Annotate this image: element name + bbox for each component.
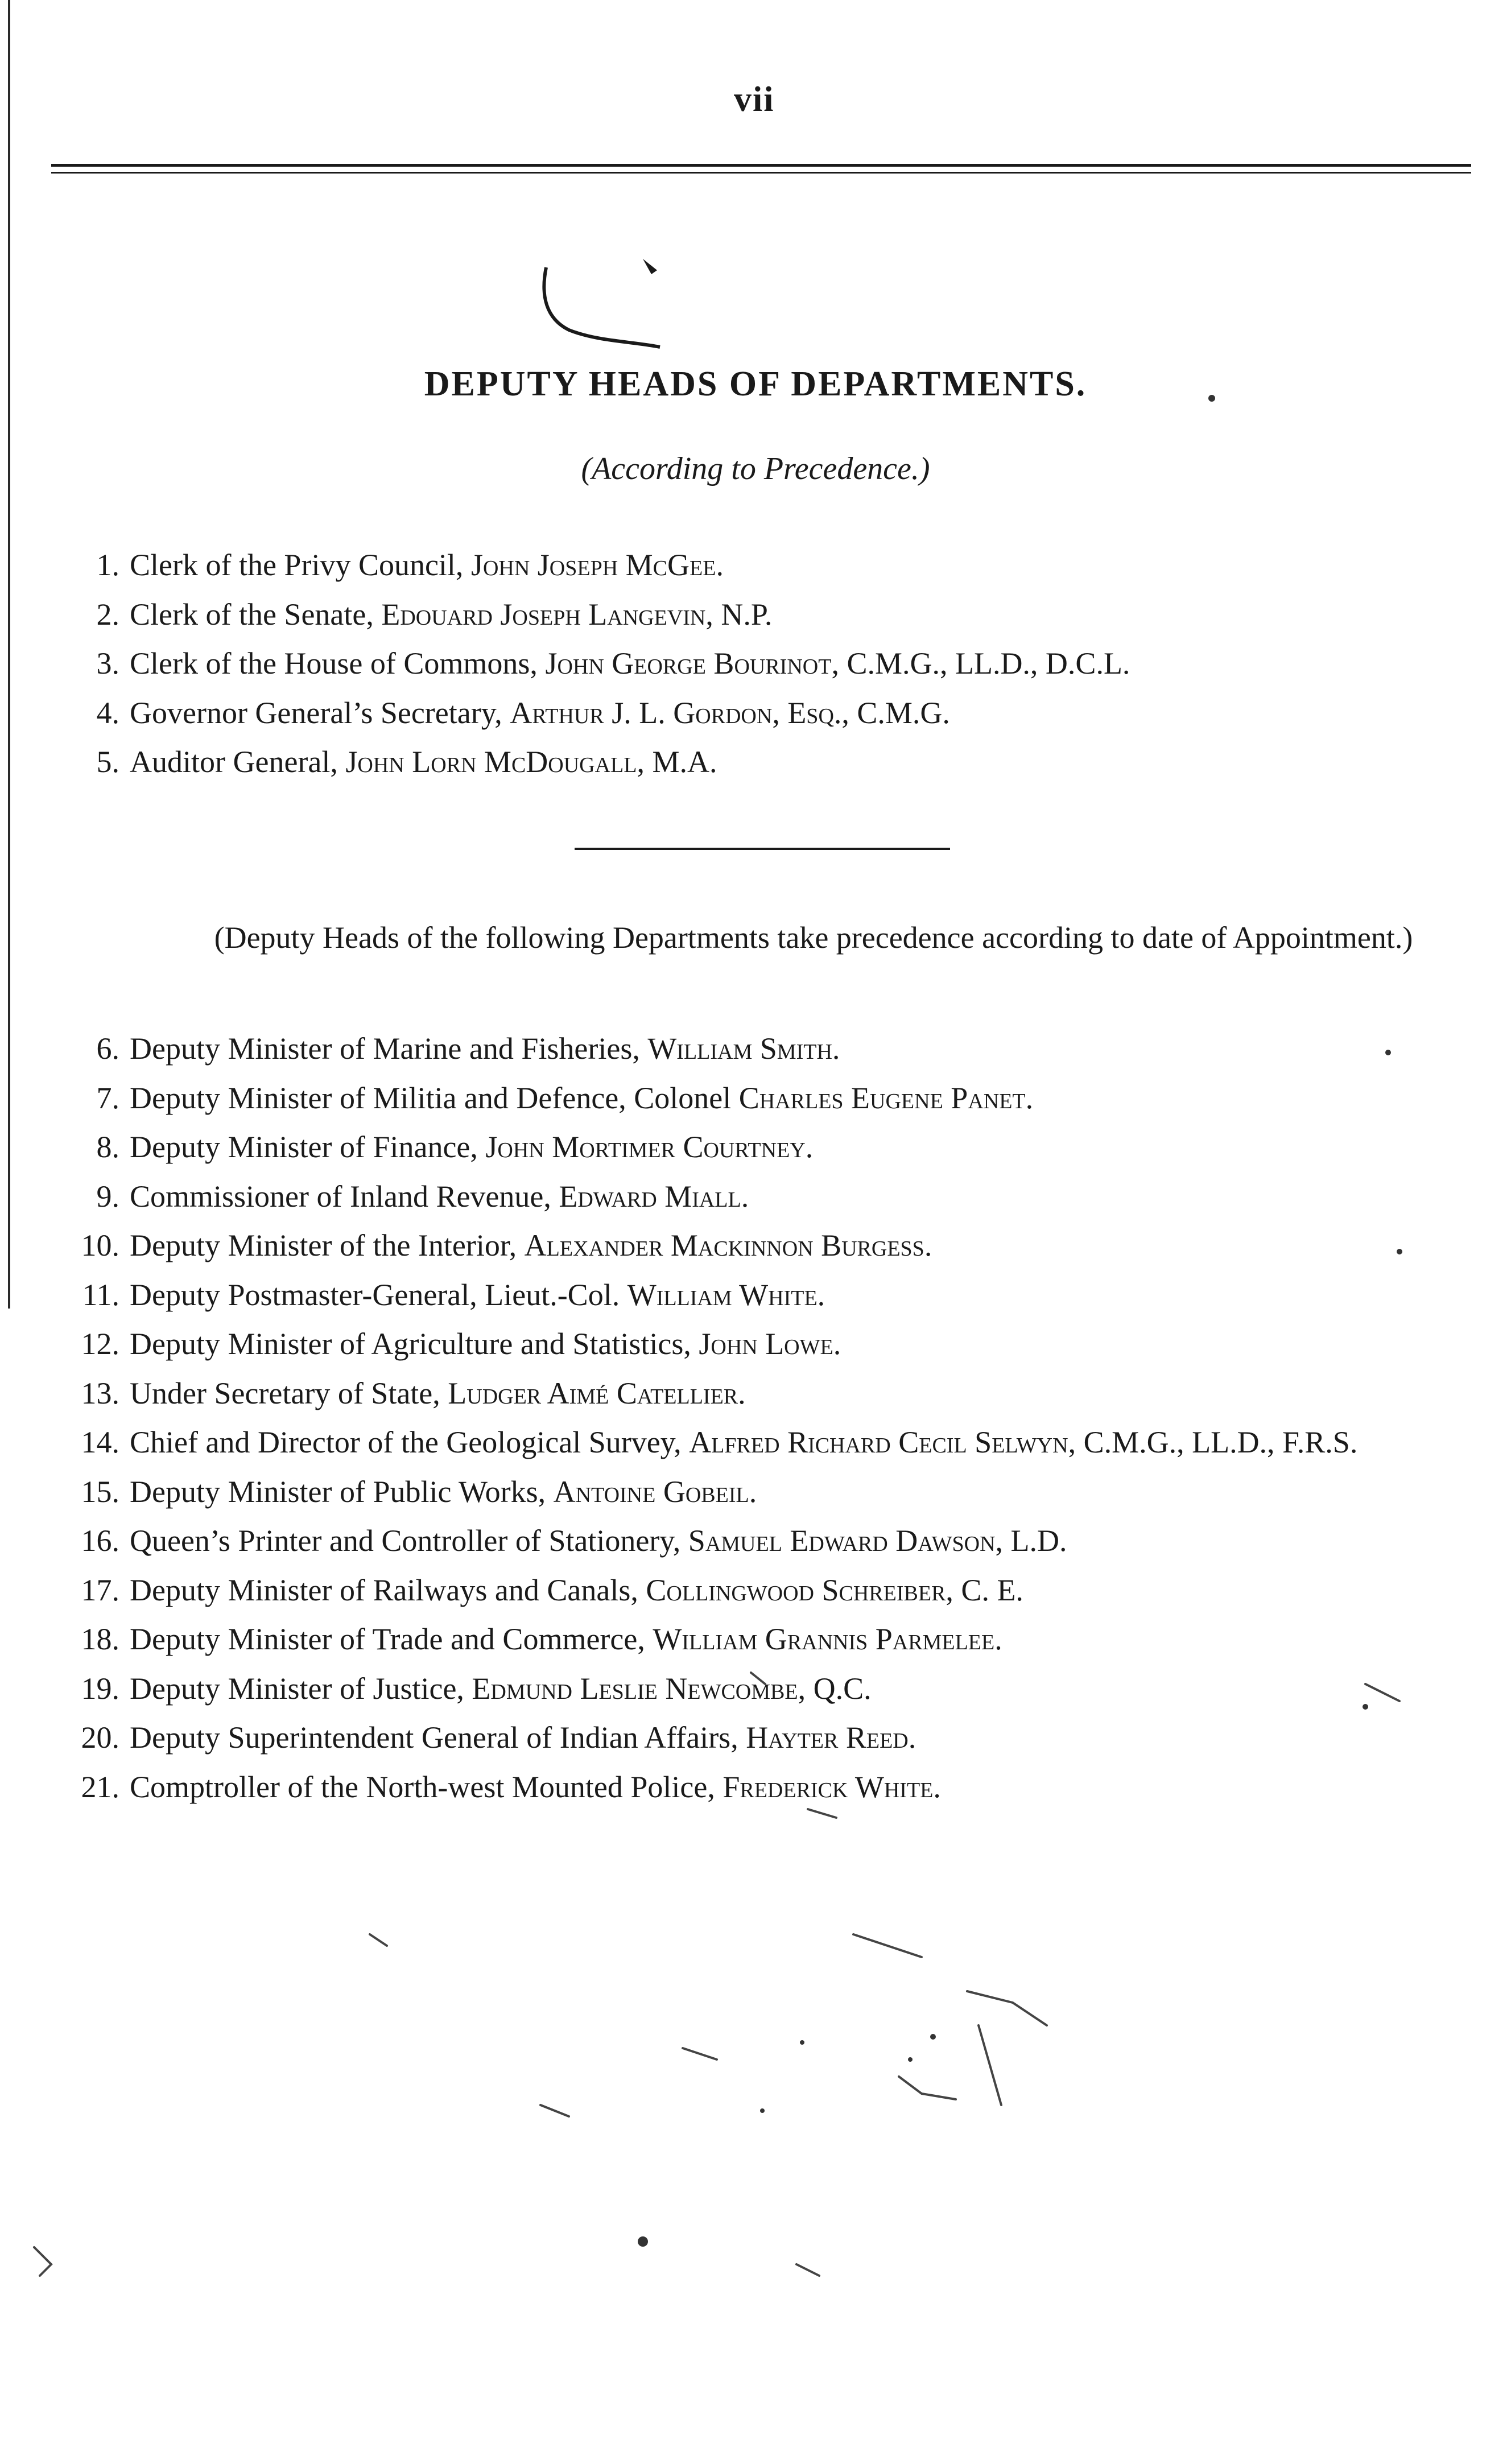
officer-name: Frederick White	[723, 1769, 934, 1804]
officer-suffix: , C.M.G.	[841, 695, 950, 730]
office-title: Commissioner of Inland Revenue,	[130, 1179, 559, 1214]
officer-name: Alfred Richard Cecil Selwyn	[689, 1425, 1068, 1459]
officer-suffix: .	[908, 1720, 916, 1755]
item-number: 17.	[81, 1572, 119, 1607]
officer-name: Charles Eugene Panet	[738, 1080, 1026, 1115]
officer-suffix: , M.A.	[637, 745, 717, 779]
office-title: Auditor General,	[130, 745, 346, 779]
officer-name: Arthur J. L. Gordon, Esq.	[510, 695, 842, 730]
officer-suffix: .	[833, 1327, 841, 1361]
office-title: Governor General’s Secretary,	[130, 695, 510, 730]
office-title: Deputy Minister of Finance,	[130, 1130, 486, 1164]
officer-name: Edward Miall	[559, 1179, 741, 1214]
officer-suffix: , N.P.	[705, 597, 773, 632]
officer-name: Collingwood Schreiber	[646, 1572, 946, 1607]
office-title: Clerk of the Senate,	[130, 597, 382, 632]
officer-suffix: .	[832, 1031, 840, 1066]
item-number: 21.	[81, 1769, 119, 1804]
office-title: Queen’s Printer and Controller of Stationery,	[130, 1524, 688, 1558]
officer-name: William Grannis Parmelee	[653, 1622, 995, 1656]
officer-suffix: .	[805, 1130, 814, 1164]
item-number: 7.	[96, 1080, 119, 1115]
officer-suffix: , C. E.	[946, 1572, 1023, 1607]
officer-suffix: , C.M.G., LL.D., D.C.L.	[831, 646, 1130, 680]
item-number: 16.	[81, 1524, 119, 1558]
officer-name: Samuel Edward Dawson	[688, 1524, 996, 1558]
office-title: Deputy Minister of Public Works,	[130, 1474, 554, 1509]
item-number: 19.	[81, 1671, 119, 1706]
officer-name: William White	[627, 1277, 818, 1312]
item-number: 14.	[81, 1425, 119, 1459]
office-title: Deputy Minister of Agriculture and Statistics,	[130, 1327, 699, 1361]
officer-name: Edmund Leslie Newcombe	[472, 1671, 798, 1706]
officer-suffix: , L.D.	[995, 1524, 1067, 1558]
officer-name: John Lowe	[699, 1327, 833, 1361]
office-title: Under Secretary of State,	[130, 1376, 448, 1410]
officer-suffix: .	[738, 1376, 746, 1410]
item-number: 13.	[81, 1376, 119, 1410]
item-number: 11.	[82, 1277, 119, 1312]
officer-name: John Mortimer Courtney	[485, 1130, 806, 1164]
officer-suffix: , C.M.G., LL.D., F.R.S.	[1068, 1425, 1358, 1459]
appointment-note: (Deputy Heads of the following Departments take precedence according to date of Appointment.)	[214, 921, 1413, 955]
item-number: 4.	[96, 695, 119, 730]
office-title: Deputy Minister of Trade and Commerce,	[130, 1622, 653, 1656]
officer-suffix: .	[817, 1277, 825, 1312]
officer-name: John Joseph McGee	[470, 548, 716, 582]
officer-suffix: .	[741, 1179, 749, 1214]
office-title: Chief and Director of the Geological Survey,	[130, 1425, 690, 1459]
item-number: 1.	[96, 548, 119, 582]
item-number: 9.	[96, 1179, 119, 1214]
page-number: vii	[734, 80, 775, 119]
office-title: Deputy Minister of Militia and Defence, Colonel	[130, 1080, 739, 1115]
officer-suffix: .	[716, 548, 724, 582]
page-subtitle: (According to Precedence.)	[581, 451, 930, 486]
item-number: 6.	[96, 1031, 119, 1066]
office-title: Clerk of the House of Commons,	[130, 646, 546, 680]
office-title: Deputy Minister of Marine and Fisheries,	[130, 1031, 648, 1066]
item-number: 15.	[81, 1474, 119, 1509]
officer-name: Ludger Aimé Catellier	[448, 1376, 738, 1410]
office-title: Deputy Minister of Justice,	[130, 1671, 472, 1706]
page-title: DEPUTY HEADS OF DEPARTMENTS.	[424, 365, 1087, 403]
item-number: 12.	[81, 1327, 119, 1361]
officer-name: John Lorn McDougall	[345, 745, 637, 779]
item-number: 20.	[81, 1720, 119, 1755]
item-number: 5.	[96, 745, 119, 779]
officer-name: William Smith	[647, 1031, 832, 1066]
officer-name: John George Bourinot	[545, 646, 832, 680]
officer-name: Alexander Mackinnon Burgess	[524, 1228, 924, 1262]
officer-suffix: , Q.C.	[798, 1671, 872, 1706]
officer-suffix: .	[1025, 1080, 1034, 1115]
item-number: 2.	[96, 597, 119, 632]
office-title: Deputy Minister of the Interior,	[130, 1228, 525, 1262]
officer-suffix: .	[933, 1769, 941, 1804]
item-number: 8.	[96, 1130, 119, 1164]
office-title: Deputy Postmaster-General, Lieut.-Col.	[130, 1277, 627, 1312]
item-number: 3.	[96, 646, 119, 680]
item-number: 10.	[81, 1228, 119, 1262]
item-number: 18.	[81, 1622, 119, 1656]
officer-suffix: .	[749, 1474, 757, 1509]
office-title: Deputy Minister of Railways and Canals,	[130, 1572, 646, 1607]
officer-suffix: .	[994, 1622, 1002, 1656]
office-title: Comptroller of the North-west Mounted Police,	[130, 1769, 723, 1804]
officer-name: Hayter Reed	[746, 1720, 909, 1755]
officer-name: Edouard Joseph Langevin	[381, 597, 706, 632]
officer-suffix: .	[924, 1228, 932, 1262]
office-title: Deputy Superintendent General of Indian Affairs,	[130, 1720, 746, 1755]
office-title: Clerk of the Privy Council,	[130, 548, 471, 582]
officer-name: Antoine Gobeil	[553, 1474, 749, 1509]
